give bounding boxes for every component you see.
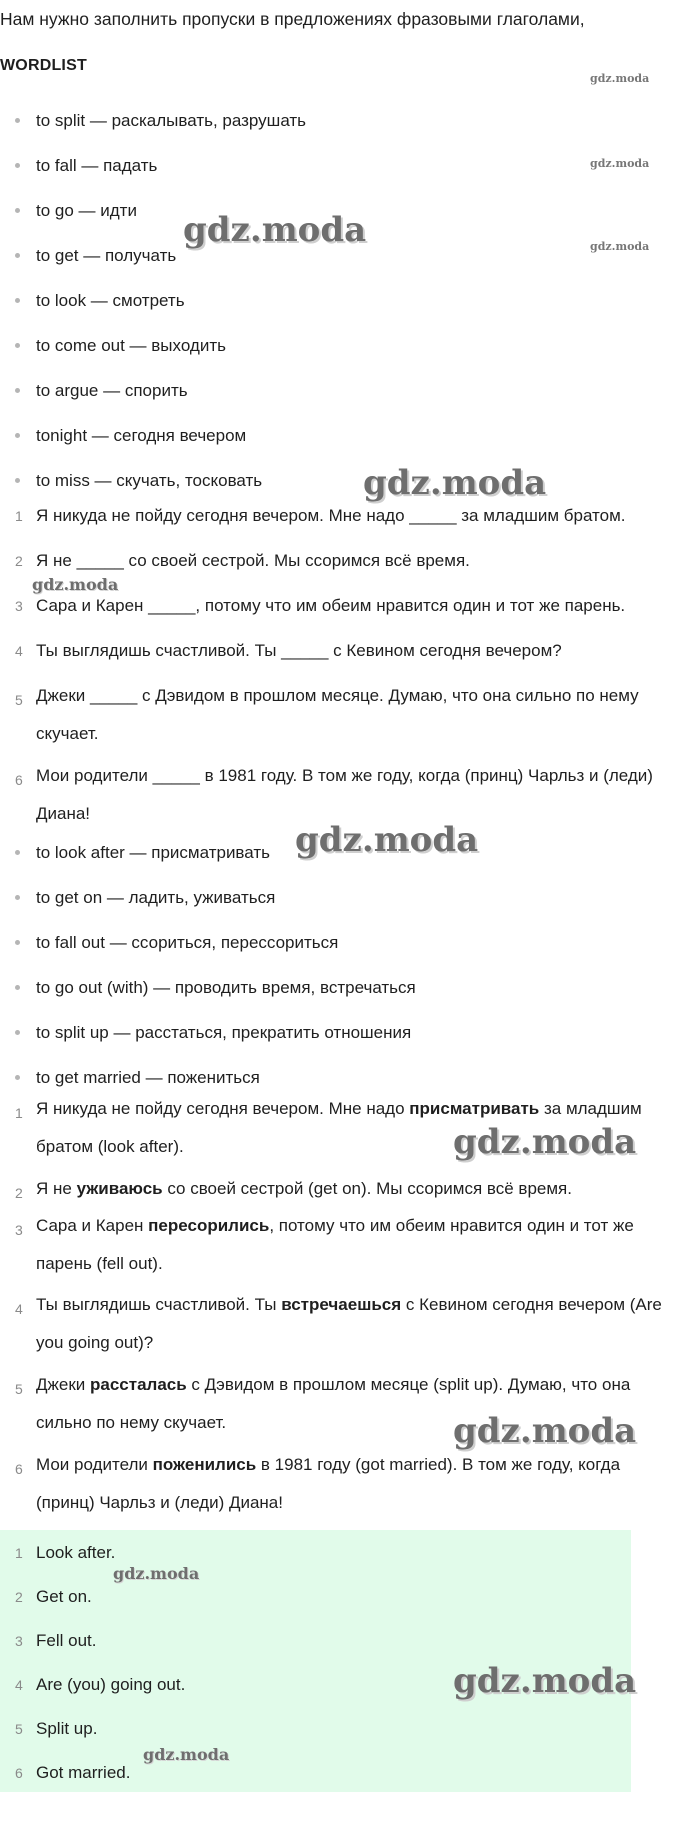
bullet-icon	[15, 163, 20, 168]
list-item: to look after — присматривать	[0, 830, 680, 874]
answer-item: 5 Split up.	[15, 1719, 98, 1738]
list-item: to argue — спорить	[0, 368, 680, 412]
bullet-icon	[15, 208, 20, 213]
watermark: gdz.moda	[363, 463, 547, 503]
list-item: to miss — скучать, тосковать	[0, 458, 680, 502]
list-item: to split — раскалывать, разрушать	[0, 98, 680, 142]
watermark: gdz.moda	[113, 1564, 200, 1583]
answer-item: 2 Get on.	[15, 1587, 92, 1606]
list-item: to fall — падать	[0, 143, 680, 187]
bullet-icon	[15, 433, 20, 438]
watermark: gdz.moda	[590, 240, 650, 253]
list-item: to go out (with) — проводить время, встречаться	[0, 965, 680, 1009]
list-item: to come out — выходить	[0, 323, 680, 367]
list-item: to fall out — ссориться, перессориться	[0, 920, 680, 964]
bullet-icon	[15, 850, 20, 855]
intro-text: Нам нужно заполнить пропуски в предложениях фразовыми глаголами,	[0, 9, 585, 29]
watermark: gdz.moda	[32, 575, 119, 594]
watermark: gdz.moda	[143, 1745, 230, 1764]
watermark: gdz.moda	[453, 1122, 637, 1162]
list-item: to get married — пожениться	[0, 1055, 680, 1099]
bullet-icon	[15, 343, 20, 348]
watermark: gdz.moda	[453, 1411, 637, 1451]
bullet-icon	[15, 478, 20, 483]
answer-item: 3 Fell out.	[15, 1631, 97, 1650]
watermark: gdz.moda	[590, 157, 650, 170]
watermark: gdz.moda	[183, 210, 367, 250]
list-item: tonight — сегодня вечером	[0, 413, 680, 457]
list-item: to go — идти	[0, 188, 680, 232]
list-item: to split up — расстаться, прекратить отношения	[0, 1010, 680, 1054]
bullet-icon	[15, 985, 20, 990]
watermark: gdz.moda	[453, 1661, 637, 1701]
bullet-icon	[15, 118, 20, 123]
list-item: to get — получать	[0, 233, 680, 277]
watermark: gdz.moda	[590, 72, 650, 85]
watermark: gdz.moda	[295, 820, 479, 860]
answer-item: 6 Got married.	[15, 1763, 131, 1782]
bullet-icon	[15, 388, 20, 393]
wordlist-title: WORDLIST	[0, 57, 87, 74]
bullet-icon	[15, 298, 20, 303]
bullet-icon	[15, 940, 20, 945]
list-item: to get on — ладить, уживаться	[0, 875, 680, 919]
bullet-icon	[15, 895, 20, 900]
answer-item: 4 Are (you) going out.	[15, 1675, 186, 1694]
bullet-icon	[15, 1030, 20, 1035]
list-item: to look — смотреть	[0, 278, 680, 322]
bullet-icon	[15, 1075, 20, 1080]
bullet-icon	[15, 253, 20, 258]
answer-item: 1 Look after.	[15, 1543, 116, 1562]
